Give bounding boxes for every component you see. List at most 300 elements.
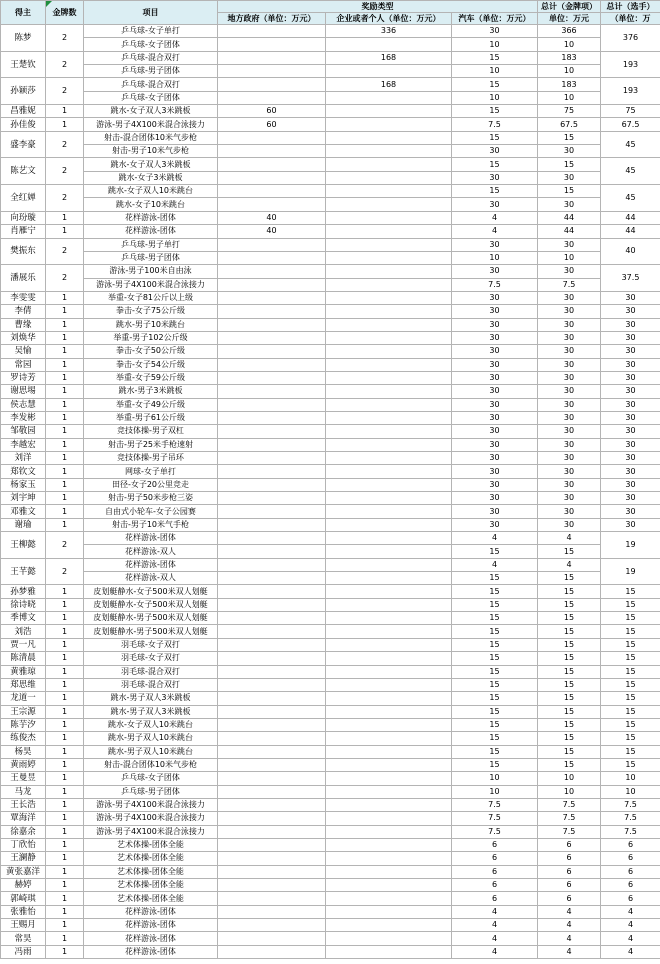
athlete-total-cell[interactable]: 30: [601, 318, 660, 331]
local-gov-cell[interactable]: [218, 91, 326, 104]
medal-count-cell[interactable]: 2: [46, 158, 84, 185]
local-gov-cell[interactable]: [218, 145, 326, 158]
medal-count-cell[interactable]: 1: [46, 932, 84, 945]
medal-total-cell[interactable]: 30: [538, 371, 601, 384]
local-gov-cell[interactable]: [218, 665, 326, 678]
enterprise-cell[interactable]: [326, 745, 452, 758]
medal-total-cell[interactable]: 10: [538, 785, 601, 798]
event-cell[interactable]: 乒乓球-女子团体: [84, 38, 218, 51]
recipient-name-cell[interactable]: 孙佳俊: [1, 118, 46, 131]
car-cell[interactable]: 30: [452, 305, 538, 318]
medal-total-cell[interactable]: 30: [538, 331, 601, 344]
medal-total-cell[interactable]: 366: [538, 25, 601, 38]
car-cell[interactable]: 4: [452, 905, 538, 918]
car-cell[interactable]: 30: [452, 171, 538, 184]
local-gov-cell[interactable]: [218, 478, 326, 491]
medal-total-cell[interactable]: 10: [538, 772, 601, 785]
car-cell[interactable]: 15: [452, 158, 538, 171]
athlete-total-cell[interactable]: 10: [601, 772, 660, 785]
car-cell[interactable]: 30: [452, 385, 538, 398]
enterprise-cell[interactable]: [326, 505, 452, 518]
enterprise-cell[interactable]: [326, 612, 452, 625]
medal-count-cell[interactable]: 1: [46, 398, 84, 411]
car-cell[interactable]: 15: [452, 78, 538, 91]
medal-count-cell[interactable]: 1: [46, 798, 84, 811]
event-cell[interactable]: 射击-混合团体10米气步枪: [84, 758, 218, 771]
car-cell[interactable]: 4: [452, 211, 538, 224]
car-cell[interactable]: 30: [452, 505, 538, 518]
athlete-total-cell[interactable]: 40: [601, 238, 660, 265]
medal-total-cell[interactable]: 30: [538, 265, 601, 278]
medal-total-cell[interactable]: 4: [538, 532, 601, 545]
recipient-name-cell[interactable]: 马龙: [1, 785, 46, 798]
local-gov-cell[interactable]: [218, 65, 326, 78]
medal-total-cell[interactable]: 6: [538, 879, 601, 892]
medal-total-cell[interactable]: 183: [538, 51, 601, 64]
local-gov-cell[interactable]: [218, 505, 326, 518]
medal-count-cell[interactable]: 1: [46, 812, 84, 825]
enterprise-cell[interactable]: [326, 932, 452, 945]
medal-count-cell[interactable]: 1: [46, 331, 84, 344]
medal-total-cell[interactable]: 4: [538, 945, 601, 958]
medal-total-cell[interactable]: 6: [538, 892, 601, 905]
enterprise-cell[interactable]: [326, 705, 452, 718]
enterprise-cell[interactable]: [326, 185, 452, 198]
medal-total-cell[interactable]: 30: [538, 171, 601, 184]
enterprise-cell[interactable]: [326, 879, 452, 892]
event-cell[interactable]: 乒乓球-女子团体: [84, 91, 218, 104]
local-gov-cell[interactable]: 60: [218, 105, 326, 118]
recipient-name-cell[interactable]: 王宗源: [1, 705, 46, 718]
medal-count-cell[interactable]: 1: [46, 879, 84, 892]
recipient-name-cell[interactable]: 覃海洋: [1, 812, 46, 825]
car-cell[interactable]: 4: [452, 225, 538, 238]
medal-total-cell[interactable]: 30: [538, 438, 601, 451]
enterprise-cell[interactable]: [326, 291, 452, 304]
medal-count-cell[interactable]: 1: [46, 425, 84, 438]
header-total-athlete-2[interactable]: （单位：万: [601, 13, 660, 25]
event-cell[interactable]: 花样游泳-双人: [84, 545, 218, 558]
local-gov-cell[interactable]: [218, 785, 326, 798]
car-cell[interactable]: 30: [452, 238, 538, 251]
enterprise-cell[interactable]: [326, 905, 452, 918]
car-cell[interactable]: 4: [452, 932, 538, 945]
event-cell[interactable]: 羽毛球-女子双打: [84, 652, 218, 665]
recipient-name-cell[interactable]: 张雅怡: [1, 905, 46, 918]
enterprise-cell[interactable]: [326, 211, 452, 224]
enterprise-cell[interactable]: [326, 852, 452, 865]
athlete-total-cell[interactable]: 6: [601, 838, 660, 851]
enterprise-cell[interactable]: [326, 91, 452, 104]
athlete-total-cell[interactable]: 6: [601, 865, 660, 878]
athlete-total-cell[interactable]: 30: [601, 385, 660, 398]
athlete-total-cell[interactable]: 7.5: [601, 825, 660, 838]
athlete-total-cell[interactable]: 15: [601, 758, 660, 771]
medal-total-cell[interactable]: 15: [538, 745, 601, 758]
car-cell[interactable]: 15: [452, 678, 538, 691]
recipient-name-cell[interactable]: 贾一凡: [1, 638, 46, 651]
event-cell[interactable]: 跳水-女子3米跳板: [84, 171, 218, 184]
local-gov-cell[interactable]: [218, 558, 326, 571]
athlete-total-cell[interactable]: 6: [601, 879, 660, 892]
local-gov-cell[interactable]: [218, 678, 326, 691]
recipient-name-cell[interactable]: 孙颖莎: [1, 78, 46, 105]
event-cell[interactable]: 艺术体操-团体全能: [84, 892, 218, 905]
car-cell[interactable]: 15: [452, 638, 538, 651]
athlete-total-cell[interactable]: 30: [601, 438, 660, 451]
recipient-name-cell[interactable]: 常园: [1, 358, 46, 371]
enterprise-cell[interactable]: [326, 492, 452, 505]
medal-count-cell[interactable]: 1: [46, 919, 84, 932]
local-gov-cell[interactable]: [218, 251, 326, 264]
athlete-total-cell[interactable]: 30: [601, 425, 660, 438]
medal-total-cell[interactable]: 44: [538, 225, 601, 238]
recipient-name-cell[interactable]: 赫婷: [1, 879, 46, 892]
local-gov-cell[interactable]: [218, 171, 326, 184]
medal-count-cell[interactable]: 2: [46, 238, 84, 265]
medal-total-cell[interactable]: 4: [538, 558, 601, 571]
medal-count-cell[interactable]: 1: [46, 385, 84, 398]
enterprise-cell[interactable]: [326, 598, 452, 611]
athlete-total-cell[interactable]: 15: [601, 625, 660, 638]
medal-total-cell[interactable]: 30: [538, 358, 601, 371]
enterprise-cell[interactable]: [326, 919, 452, 932]
recipient-name-cell[interactable]: 练俊杰: [1, 732, 46, 745]
athlete-total-cell[interactable]: 30: [601, 492, 660, 505]
enterprise-cell[interactable]: [326, 625, 452, 638]
local-gov-cell[interactable]: [218, 425, 326, 438]
enterprise-cell[interactable]: [326, 825, 452, 838]
recipient-name-cell[interactable]: 徐诗晓: [1, 598, 46, 611]
car-cell[interactable]: 10: [452, 251, 538, 264]
car-cell[interactable]: 15: [452, 185, 538, 198]
athlete-total-cell[interactable]: 30: [601, 358, 660, 371]
local-gov-cell[interactable]: [218, 331, 326, 344]
event-cell[interactable]: 游泳-男子100米自由泳: [84, 265, 218, 278]
enterprise-cell[interactable]: [326, 558, 452, 571]
event-cell[interactable]: 举重-男子102公斤级: [84, 331, 218, 344]
recipient-name-cell[interactable]: 昌雅妮: [1, 105, 46, 118]
medal-count-cell[interactable]: 1: [46, 892, 84, 905]
medal-total-cell[interactable]: 44: [538, 211, 601, 224]
recipient-name-cell[interactable]: 肖雁宁: [1, 225, 46, 238]
medal-count-cell[interactable]: 1: [46, 438, 84, 451]
local-gov-cell[interactable]: [218, 438, 326, 451]
local-gov-cell[interactable]: [218, 291, 326, 304]
enterprise-cell[interactable]: [326, 305, 452, 318]
car-cell[interactable]: 7.5: [452, 118, 538, 131]
recipient-name-cell[interactable]: 陈梦: [1, 25, 46, 52]
medal-total-cell[interactable]: 15: [538, 718, 601, 731]
athlete-total-cell[interactable]: 44: [601, 225, 660, 238]
medal-count-cell[interactable]: 1: [46, 225, 84, 238]
local-gov-cell[interactable]: [218, 625, 326, 638]
athlete-total-cell[interactable]: 15: [601, 745, 660, 758]
car-cell[interactable]: 15: [452, 745, 538, 758]
car-cell[interactable]: 10: [452, 785, 538, 798]
event-cell[interactable]: 跳水-男子3米跳板: [84, 385, 218, 398]
medal-count-cell[interactable]: 1: [46, 118, 84, 131]
car-cell[interactable]: 15: [452, 665, 538, 678]
enterprise-cell[interactable]: [326, 732, 452, 745]
recipient-name-cell[interactable]: 盛李豪: [1, 131, 46, 158]
event-cell[interactable]: 跳水-男子双人3米跳板: [84, 692, 218, 705]
car-cell[interactable]: 30: [452, 465, 538, 478]
car-cell[interactable]: 15: [452, 545, 538, 558]
car-cell[interactable]: 6: [452, 838, 538, 851]
car-cell[interactable]: 15: [452, 625, 538, 638]
medal-total-cell[interactable]: 15: [538, 678, 601, 691]
athlete-total-cell[interactable]: 193: [601, 78, 660, 105]
medal-total-cell[interactable]: 7.5: [538, 278, 601, 291]
car-cell[interactable]: 30: [452, 318, 538, 331]
local-gov-cell[interactable]: [218, 838, 326, 851]
medal-count-cell[interactable]: 1: [46, 785, 84, 798]
athlete-total-cell[interactable]: 30: [601, 331, 660, 344]
recipient-name-cell[interactable]: 李雯雯: [1, 291, 46, 304]
event-cell[interactable]: 乒乓球-男子团体: [84, 251, 218, 264]
medal-total-cell[interactable]: 30: [538, 318, 601, 331]
medal-count-cell[interactable]: 1: [46, 585, 84, 598]
event-cell[interactable]: 花样游泳-团体: [84, 945, 218, 958]
medal-count-cell[interactable]: 1: [46, 492, 84, 505]
athlete-total-cell[interactable]: 30: [601, 291, 660, 304]
recipient-name-cell[interactable]: 向玢璇: [1, 211, 46, 224]
medal-total-cell[interactable]: 7.5: [538, 825, 601, 838]
athlete-total-cell[interactable]: 30: [601, 398, 660, 411]
enterprise-cell[interactable]: [326, 865, 452, 878]
medal-count-cell[interactable]: 2: [46, 78, 84, 105]
enterprise-cell[interactable]: [326, 38, 452, 51]
event-cell[interactable]: 举重-女子49公斤级: [84, 398, 218, 411]
event-cell[interactable]: 跳水-男子双人3米跳板: [84, 705, 218, 718]
car-cell[interactable]: 30: [452, 425, 538, 438]
athlete-total-cell[interactable]: 7.5: [601, 798, 660, 811]
event-cell[interactable]: 跳水-女子双人3米跳板: [84, 105, 218, 118]
medal-count-cell[interactable]: 1: [46, 291, 84, 304]
medal-count-cell[interactable]: 1: [46, 358, 84, 371]
enterprise-cell[interactable]: [326, 452, 452, 465]
header-total-athlete-1[interactable]: 总计（选手）: [601, 1, 660, 13]
enterprise-cell[interactable]: [326, 465, 452, 478]
recipient-name-cell[interactable]: 邹敬园: [1, 425, 46, 438]
recipient-name-cell[interactable]: 郑钦文: [1, 465, 46, 478]
enterprise-cell[interactable]: [326, 638, 452, 651]
enterprise-cell[interactable]: [326, 398, 452, 411]
local-gov-cell[interactable]: [218, 411, 326, 424]
medal-count-cell[interactable]: 1: [46, 612, 84, 625]
header-local-gov[interactable]: 地方政府（单位：万元）: [218, 13, 326, 25]
event-cell[interactable]: 射击-男子10米气手枪: [84, 518, 218, 531]
enterprise-cell[interactable]: [326, 585, 452, 598]
medal-count-cell[interactable]: 1: [46, 745, 84, 758]
local-gov-cell[interactable]: [218, 732, 326, 745]
car-cell[interactable]: 15: [452, 131, 538, 144]
athlete-total-cell[interactable]: 376: [601, 25, 660, 52]
enterprise-cell[interactable]: [326, 171, 452, 184]
event-cell[interactable]: 艺术体操-团体全能: [84, 879, 218, 892]
event-cell[interactable]: 游泳-男子4X100米混合泳接力: [84, 812, 218, 825]
enterprise-cell[interactable]: [326, 758, 452, 771]
athlete-total-cell[interactable]: 30: [601, 371, 660, 384]
local-gov-cell[interactable]: [218, 371, 326, 384]
recipient-name-cell[interactable]: 徐嘉余: [1, 825, 46, 838]
recipient-name-cell[interactable]: 全红婵: [1, 185, 46, 212]
enterprise-cell[interactable]: [326, 425, 452, 438]
car-cell[interactable]: 15: [452, 105, 538, 118]
event-cell[interactable]: 皮划艇静水-男子500米双人划艇: [84, 612, 218, 625]
athlete-total-cell[interactable]: 30: [601, 305, 660, 318]
car-cell[interactable]: 30: [452, 371, 538, 384]
event-cell[interactable]: 游泳-男子4X100米混合泳接力: [84, 118, 218, 131]
medal-total-cell[interactable]: 15: [538, 572, 601, 585]
car-cell[interactable]: 15: [452, 51, 538, 64]
local-gov-cell[interactable]: [218, 745, 326, 758]
recipient-name-cell[interactable]: 樊振东: [1, 238, 46, 265]
local-gov-cell[interactable]: [218, 185, 326, 198]
medal-count-cell[interactable]: 2: [46, 25, 84, 52]
local-gov-cell[interactable]: [218, 318, 326, 331]
event-cell[interactable]: 拳击-女子50公斤级: [84, 345, 218, 358]
medal-total-cell[interactable]: 30: [538, 198, 601, 211]
medal-total-cell[interactable]: 30: [538, 478, 601, 491]
event-cell[interactable]: 射击-男子50米步枪三姿: [84, 492, 218, 505]
recipient-name-cell[interactable]: 吴愉: [1, 345, 46, 358]
medal-total-cell[interactable]: 7.5: [538, 798, 601, 811]
header-event[interactable]: 项目: [84, 1, 218, 25]
event-cell[interactable]: 田径-女子20公里竞走: [84, 478, 218, 491]
athlete-total-cell[interactable]: 15: [601, 585, 660, 598]
enterprise-cell[interactable]: [326, 665, 452, 678]
recipient-name-cell[interactable]: 刘焕华: [1, 331, 46, 344]
car-cell[interactable]: 4: [452, 945, 538, 958]
recipient-name-cell[interactable]: 郑思维: [1, 678, 46, 691]
local-gov-cell[interactable]: [218, 518, 326, 531]
athlete-total-cell[interactable]: 15: [601, 598, 660, 611]
recipient-name-cell[interactable]: 侯志慧: [1, 398, 46, 411]
local-gov-cell[interactable]: [218, 825, 326, 838]
car-cell[interactable]: 7.5: [452, 798, 538, 811]
medal-total-cell[interactable]: 15: [538, 758, 601, 771]
header-total-medal-2[interactable]: 单位：万元: [538, 13, 601, 25]
car-cell[interactable]: 10: [452, 65, 538, 78]
athlete-total-cell[interactable]: 75: [601, 105, 660, 118]
event-cell[interactable]: 艺术体操-团体全能: [84, 865, 218, 878]
car-cell[interactable]: 7.5: [452, 278, 538, 291]
medal-count-cell[interactable]: 1: [46, 758, 84, 771]
recipient-name-cell[interactable]: 常昊: [1, 932, 46, 945]
medal-count-cell[interactable]: 1: [46, 452, 84, 465]
enterprise-cell[interactable]: [326, 118, 452, 131]
enterprise-cell[interactable]: [326, 478, 452, 491]
enterprise-cell[interactable]: [326, 251, 452, 264]
medal-count-cell[interactable]: 1: [46, 945, 84, 958]
enterprise-cell[interactable]: [326, 225, 452, 238]
local-gov-cell[interactable]: [218, 572, 326, 585]
recipient-name-cell[interactable]: 黄张嘉洋: [1, 865, 46, 878]
event-cell[interactable]: 竞技体操-男子双杠: [84, 425, 218, 438]
enterprise-cell[interactable]: [326, 838, 452, 851]
local-gov-cell[interactable]: [218, 758, 326, 771]
medal-total-cell[interactable]: 30: [538, 291, 601, 304]
car-cell[interactable]: 15: [452, 572, 538, 585]
medal-total-cell[interactable]: 6: [538, 852, 601, 865]
medal-total-cell[interactable]: 15: [538, 598, 601, 611]
event-cell[interactable]: 乒乓球-女子单打: [84, 25, 218, 38]
event-cell[interactable]: 花样游泳-团体: [84, 225, 218, 238]
event-cell[interactable]: 射击-混合团体10米气步枪: [84, 131, 218, 144]
local-gov-cell[interactable]: [218, 385, 326, 398]
athlete-total-cell[interactable]: 30: [601, 465, 660, 478]
event-cell[interactable]: 艺术体操-团体全能: [84, 852, 218, 865]
recipient-name-cell[interactable]: 曹缘: [1, 318, 46, 331]
enterprise-cell[interactable]: [326, 518, 452, 531]
athlete-total-cell[interactable]: 6: [601, 852, 660, 865]
enterprise-cell[interactable]: [326, 278, 452, 291]
local-gov-cell[interactable]: 40: [218, 211, 326, 224]
enterprise-cell[interactable]: 336: [326, 25, 452, 38]
local-gov-cell[interactable]: [218, 638, 326, 651]
enterprise-cell[interactable]: [326, 238, 452, 251]
athlete-total-cell[interactable]: 45: [601, 185, 660, 212]
medal-count-cell[interactable]: 2: [46, 265, 84, 292]
medal-count-cell[interactable]: 1: [46, 732, 84, 745]
local-gov-cell[interactable]: [218, 545, 326, 558]
medal-count-cell[interactable]: 1: [46, 518, 84, 531]
enterprise-cell[interactable]: [326, 265, 452, 278]
header-total-medal-1[interactable]: 总计（金牌项）: [538, 1, 601, 13]
medal-count-cell[interactable]: 1: [46, 905, 84, 918]
event-cell[interactable]: 羽毛球-混合双打: [84, 665, 218, 678]
local-gov-cell[interactable]: [218, 945, 326, 958]
recipient-name-cell[interactable]: 罗诗芳: [1, 371, 46, 384]
local-gov-cell[interactable]: [218, 892, 326, 905]
car-cell[interactable]: 30: [452, 331, 538, 344]
event-cell[interactable]: 羽毛球-混合双打: [84, 678, 218, 691]
event-cell[interactable]: 花样游泳-团体: [84, 558, 218, 571]
medal-total-cell[interactable]: 4: [538, 932, 601, 945]
local-gov-cell[interactable]: [218, 131, 326, 144]
enterprise-cell[interactable]: 168: [326, 51, 452, 64]
local-gov-cell[interactable]: [218, 38, 326, 51]
recipient-name-cell[interactable]: 刘浩: [1, 625, 46, 638]
car-cell[interactable]: 30: [452, 478, 538, 491]
event-cell[interactable]: 皮划艇静水-女子500米双人划艇: [84, 585, 218, 598]
event-cell[interactable]: 花样游泳-团体: [84, 905, 218, 918]
car-cell[interactable]: 10: [452, 38, 538, 51]
medal-count-cell[interactable]: 1: [46, 665, 84, 678]
local-gov-cell[interactable]: [218, 278, 326, 291]
recipient-name-cell[interactable]: 邓雅文: [1, 505, 46, 518]
local-gov-cell[interactable]: [218, 492, 326, 505]
car-cell[interactable]: 30: [452, 438, 538, 451]
recipient-name-cell[interactable]: 郭崎琪: [1, 892, 46, 905]
medal-count-cell[interactable]: 1: [46, 705, 84, 718]
local-gov-cell[interactable]: [218, 198, 326, 211]
enterprise-cell[interactable]: [326, 945, 452, 958]
event-cell[interactable]: 花样游泳-团体: [84, 211, 218, 224]
medal-count-cell[interactable]: 1: [46, 598, 84, 611]
recipient-name-cell[interactable]: 丁欣怡: [1, 838, 46, 851]
medal-total-cell[interactable]: 15: [538, 185, 601, 198]
medal-total-cell[interactable]: 4: [538, 905, 601, 918]
athlete-total-cell[interactable]: 15: [601, 678, 660, 691]
local-gov-cell[interactable]: [218, 465, 326, 478]
athlete-total-cell[interactable]: 193: [601, 51, 660, 78]
event-cell[interactable]: 皮划艇静水-女子500米双人划艇: [84, 598, 218, 611]
header-recipient[interactable]: 得主: [1, 1, 46, 25]
enterprise-cell[interactable]: [326, 678, 452, 691]
